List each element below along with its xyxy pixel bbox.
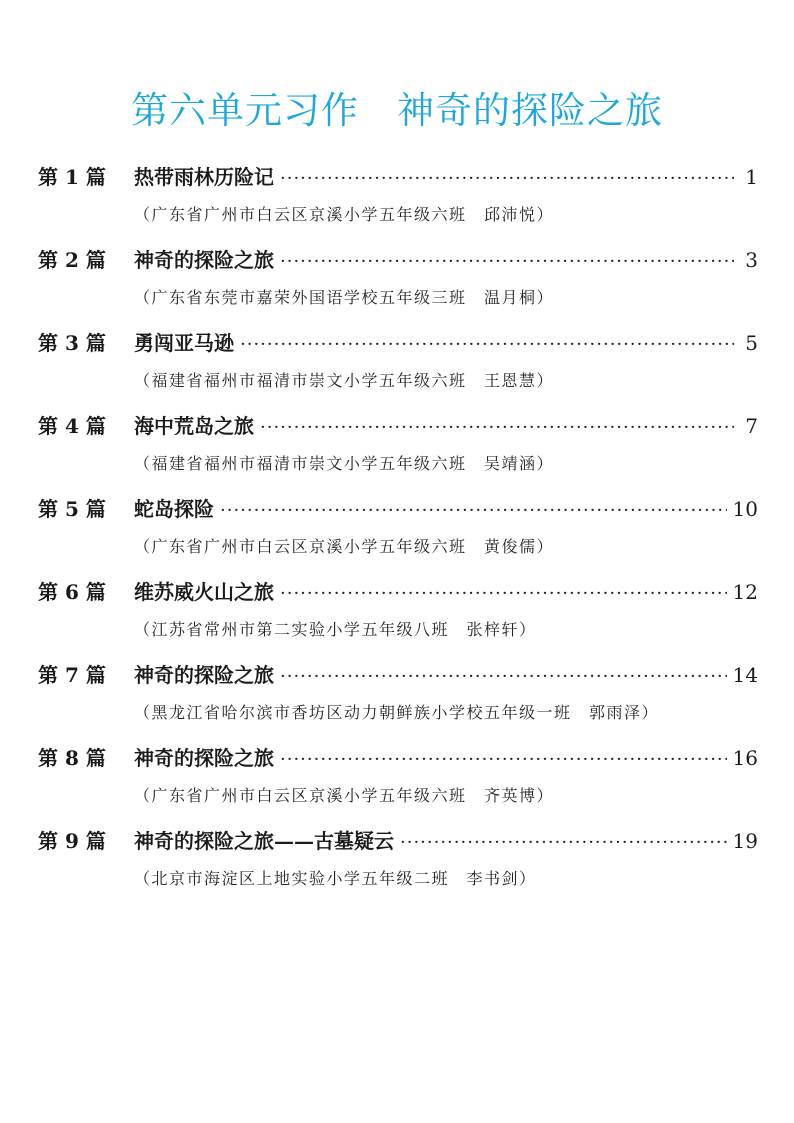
- entry-title[interactable]: 热带雨林历险记: [134, 165, 274, 189]
- entry-title[interactable]: 神奇的探险之旅: [134, 663, 274, 687]
- dot-leader: [280, 740, 727, 780]
- entry-number: 第 3 篇: [38, 331, 106, 355]
- toc-entry[interactable]: [38, 240, 758, 323]
- dot-leader: [400, 823, 727, 863]
- toc-entry[interactable]: [38, 821, 758, 904]
- entry-page-number: 7: [745, 414, 758, 438]
- entry-author: （北京市海淀区上地实验小学五年级二班 李书剑）: [134, 869, 537, 888]
- entry-page-number: 3: [745, 248, 758, 272]
- toc-entry[interactable]: [38, 489, 758, 572]
- entry-title[interactable]: 蛇岛探险: [134, 497, 214, 521]
- entry-author: （广东省东莞市嘉荣外国语学校五年级三班 温月桐）: [134, 288, 555, 307]
- entry-number: 第 6 篇: [38, 580, 106, 604]
- entry-number: 第 5 篇: [38, 497, 106, 521]
- entry-author: （福建省福州市福清市崇文小学五年级六班 王恩慧）: [134, 371, 555, 390]
- toc-entry[interactable]: [38, 572, 758, 655]
- entry-author: （广东省广州市白云区京溪小学五年级六班 邱沛悦）: [134, 205, 555, 224]
- page-title: 第六单元习作 神奇的探险之旅: [131, 89, 663, 132]
- dot-leader: [240, 325, 734, 365]
- entry-title[interactable]: 神奇的探险之旅: [134, 248, 274, 272]
- entry-number: 第 4 篇: [38, 414, 106, 438]
- entry-title[interactable]: 海中荒岛之旅: [134, 414, 254, 438]
- toc-entry[interactable]: [38, 738, 758, 821]
- dot-leader: [280, 159, 734, 199]
- entry-page-number: 16: [732, 746, 758, 770]
- entry-title[interactable]: 维苏威火山之旅: [134, 580, 274, 604]
- entry-number: 第 1 篇: [38, 165, 106, 189]
- entry-page-number: 1: [745, 165, 758, 189]
- dot-leader: [280, 574, 727, 614]
- entry-number: 第 8 篇: [38, 746, 106, 770]
- dot-leader: [280, 657, 727, 697]
- entry-title[interactable]: 勇闯亚马逊: [134, 331, 234, 355]
- toc-entry[interactable]: [38, 406, 758, 489]
- entry-number: 第 9 篇: [38, 829, 106, 853]
- entry-page-number: 14: [732, 663, 758, 687]
- entry-author: （黑龙江省哈尔滨市香坊区动力朝鲜族小学校五年级一班 郭雨泽）: [134, 703, 660, 722]
- dot-leader: [220, 491, 727, 531]
- toc-entry[interactable]: [38, 323, 758, 406]
- entry-page-number: 19: [732, 829, 758, 853]
- entry-number: 第 7 篇: [38, 663, 106, 687]
- entry-page-number: 5: [745, 331, 758, 355]
- table-of-contents: [38, 157, 758, 904]
- entry-page-number: 10: [732, 497, 758, 521]
- entry-author: （江苏省常州市第二实验小学五年级八班 张梓轩）: [134, 620, 537, 639]
- entry-author: （广东省广州市白云区京溪小学五年级六班 齐英博）: [134, 786, 555, 805]
- entry-author: （广东省广州市白云区京溪小学五年级六班 黄俊儒）: [134, 537, 555, 556]
- dot-leader: [280, 242, 734, 282]
- toc-entry[interactable]: [38, 655, 758, 738]
- entry-title[interactable]: 神奇的探险之旅: [134, 746, 274, 770]
- entry-title[interactable]: 神奇的探险之旅——古墓疑云: [134, 829, 394, 853]
- entry-page-number: 12: [732, 580, 758, 604]
- dot-leader: [260, 408, 734, 448]
- toc-entry[interactable]: [38, 157, 758, 240]
- entry-number: 第 2 篇: [38, 248, 106, 272]
- entry-author: （福建省福州市福清市崇文小学五年级六班 吴靖涵）: [134, 454, 555, 473]
